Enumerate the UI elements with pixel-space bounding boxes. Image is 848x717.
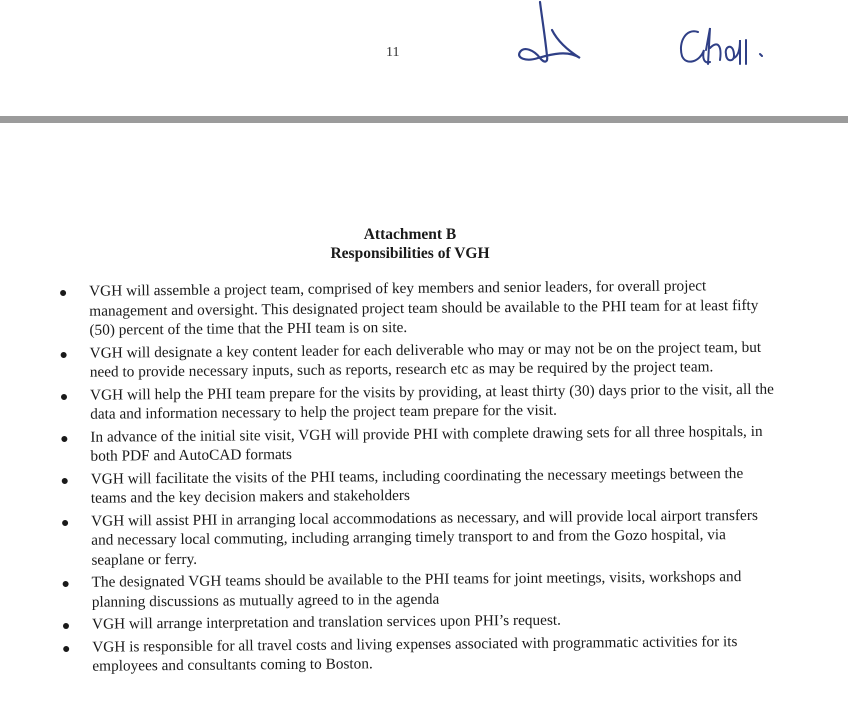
bullet-icon — [61, 393, 67, 399]
list-item-text: The designated VGH teams should be available to the PHI teams for joint meetings, visits, workshops and planning discussions as mutually agreed to in the agenda — [91, 568, 742, 611]
list-item-text: In advance of the initial site visit, VGH will provide PHI with complete drawing sets for all three hospitals, in both PDF and AutoCAD formats — [90, 422, 763, 465]
signature-1 — [512, 0, 592, 72]
bullet-icon — [61, 435, 67, 441]
attachment-title: Attachment B — [363, 226, 457, 243]
list-item — [62, 505, 782, 570]
bullet-icon — [62, 477, 68, 483]
list-item-text: VGH will assemble a project team, comprised of key members and senior leaders, for overall project management and oversight. This designated project team should be available to the PHI team for at least fifty (50) percent of the time that the PHI team is on site. — [89, 277, 759, 339]
list-item — [63, 567, 783, 612]
list-item-text: VGH will arrange interpretation and translation services upon PHI’s request. — [91, 611, 562, 633]
attachment-subtitle: Responsibilities of VGH — [330, 245, 490, 262]
list-item — [62, 463, 782, 508]
bullet-icon — [60, 290, 66, 296]
page-number: 11 — [386, 45, 400, 60]
bullet-icon — [63, 623, 69, 629]
list-item — [63, 631, 783, 676]
responsibilities-list — [60, 276, 783, 680]
list-item — [61, 421, 781, 466]
list-item-text: VGH is responsible for all travel costs and living expenses associated with programmatic activities for its employees and consultants coming to Boston. — [92, 632, 738, 675]
list-item — [61, 337, 781, 382]
page-separator — [0, 116, 848, 123]
bullet-icon — [61, 351, 67, 357]
list-item-text: VGH will help the PHI team prepare for the visits by providing, at least thirty (30) days prior to the visit, all the data and information necessary to help the project team prepare for the visit. — [89, 380, 775, 423]
list-item-text: VGH will assist PHI in arranging local accommodations as necessary, and will provide local airport transfers and necessary local commuting, including arranging timely transport to and from the Gozo hospital, via seaplane or ferry. — [91, 506, 758, 569]
signature-2 — [676, 20, 772, 76]
bullet-icon — [63, 645, 69, 651]
bullet-icon — [63, 581, 69, 587]
list-item — [61, 379, 781, 424]
list-item-text: VGH will facilitate the visits of the PHI teams, including coordinating the necessary meetings between the teams and the key decision makers and stakeholders — [90, 464, 744, 507]
list-item — [63, 609, 783, 635]
list-item-text: VGH will designate a key content leader for each deliverable who may or may not be on the project team, but need to provide necessary inputs, such as reports, research etc as may be required by the project team. — [89, 338, 762, 381]
list-item — [60, 276, 780, 341]
bullet-icon — [62, 519, 68, 525]
